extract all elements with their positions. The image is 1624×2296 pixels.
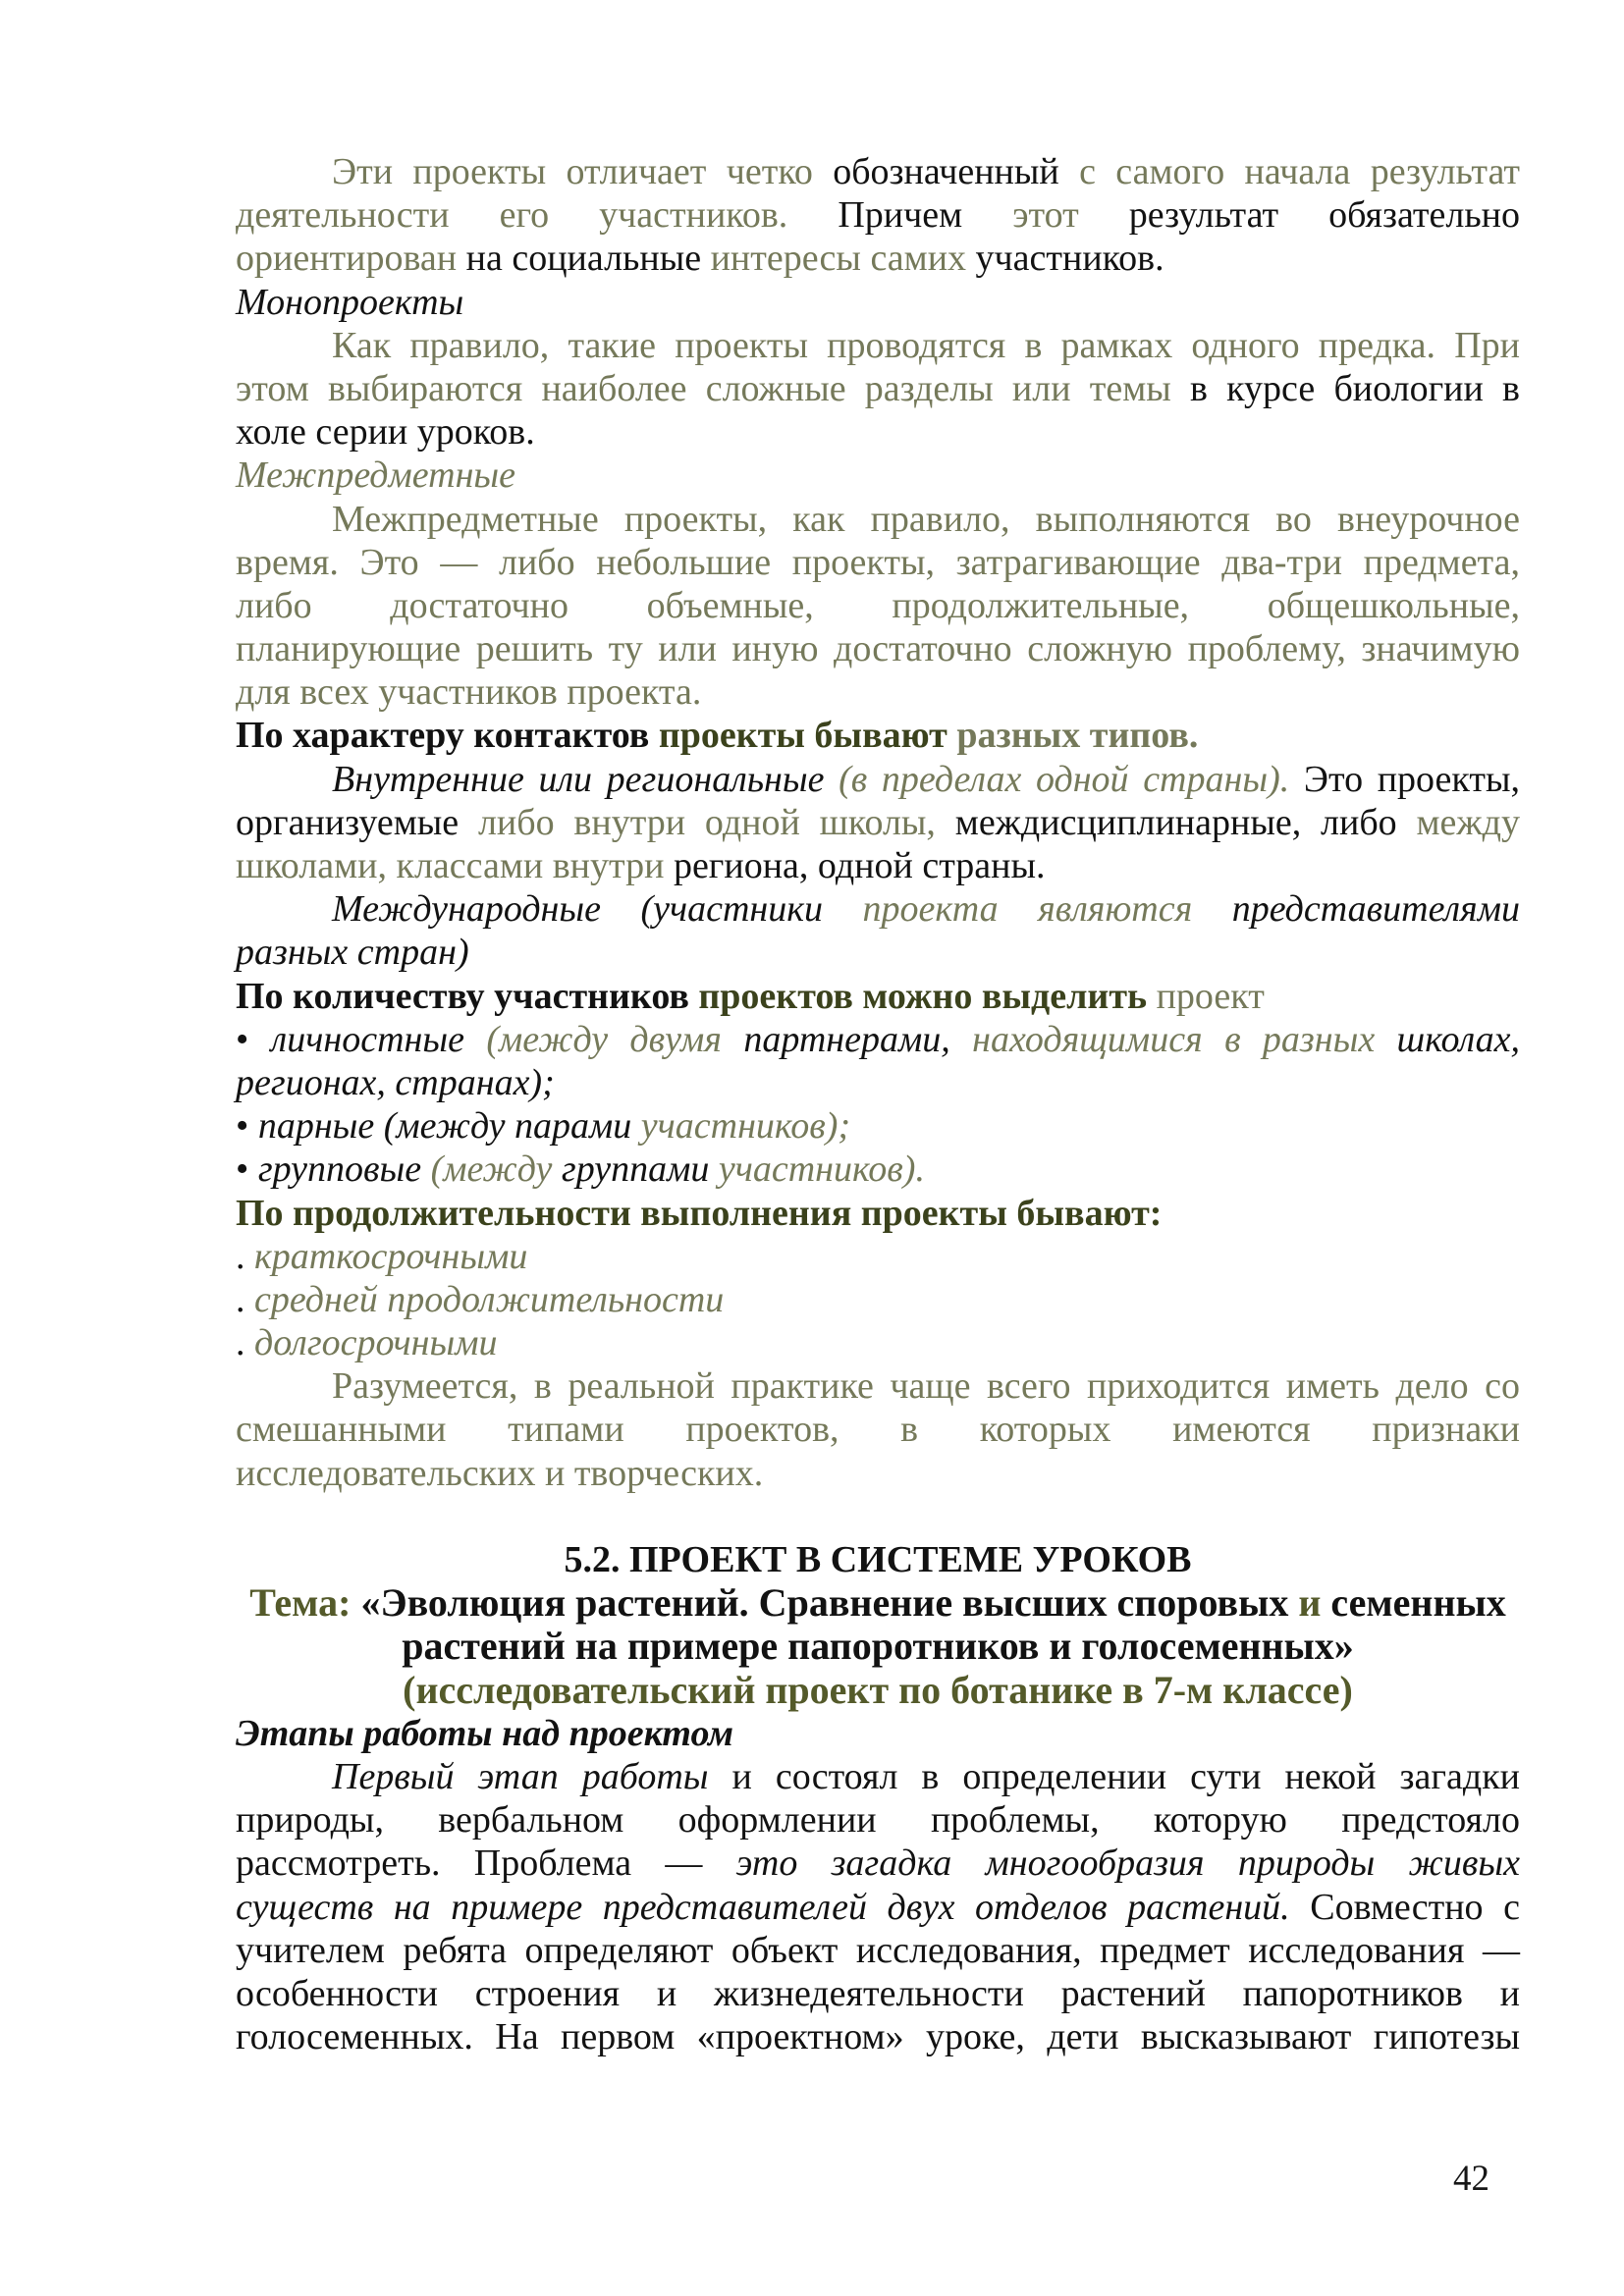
text-line [236,1625,1520,1668]
text-run: (между [430,1148,562,1191]
text-line [236,931,1520,974]
text-line [236,1755,1520,1798]
text-run: обозначенный [833,151,1080,192]
text-line [236,1148,1520,1191]
text-run: • [236,1148,258,1191]
text-run: «Эволюция растений. Сравнение высших споровых [360,1580,1299,1626]
text-line [236,237,1520,280]
text-run: проекты бывают [658,715,957,757]
text-run: По количеству участников [236,975,699,1017]
text-run: Разумеется, в реальной практике чаще всего приходится иметь дело со [332,1365,1520,1408]
text-run: между [1416,801,1520,843]
text-run: ориентирован [236,238,466,280]
text-run: группами [561,1148,719,1191]
text-run: участников. [975,238,1164,280]
text-run: этот [1012,194,1129,237]
text-run: (между двумя [486,1018,744,1060]
text-run: Международные (участники [332,888,863,931]
text-run: регионах, странах); [236,1061,555,1103]
text-run: исследовательских и творческих. [236,1452,764,1494]
text-run: проекта являются [862,888,1232,931]
text-line [236,281,1520,324]
text-run: на социальные [465,238,711,280]
text-run: краткосрочными [254,1235,528,1277]
text-run: По характеру контактов [236,715,659,757]
text-run: организуемые [236,801,478,843]
text-line [236,324,1520,367]
text-run: особенности строения и жизнедеятельности растений папоротников и [236,1972,1520,2014]
text-line [236,498,1520,541]
text-run: проект [1156,975,1265,1017]
text-line [236,193,1520,237]
text-run: . [236,1278,254,1320]
text-run: и состоял в определении сути некой загадки [731,1755,1520,1797]
text-run: для всех участников проекта. [236,671,702,714]
text-line [236,1235,1520,1278]
text-run: представителями [1231,888,1520,931]
text-run: (исследовательский проект по ботанике в 7-м классе) [403,1667,1353,1712]
text-line [236,1712,1520,1755]
text-run: находящимися в разных [972,1018,1397,1060]
text-run: 5.2. ПРОЕКТ В СИСТЕМЕ УРОКОВ [564,1539,1192,1580]
text-line [236,1842,1520,1885]
text-run: средней продолжительности [254,1278,725,1320]
text-run: партнерами, [743,1018,973,1060]
text-line [236,1018,1520,1061]
text-run: Первый этап работы [332,1755,732,1797]
text-line [236,887,1520,931]
text-run: голосеменных. На первом «проектном» уроке, дети высказывают гипотезы [236,2016,1520,2058]
text-line [236,367,1520,410]
text-run: разных стран) [236,932,469,974]
text-run: Как правило, такие проекты проводятся в рамках одного предка. При [332,324,1520,366]
text-run: школах, [1396,1018,1520,1060]
text-line [236,454,1520,497]
text-run: это загадка многообразия природы живых [735,1842,1520,1885]
text-line [236,627,1520,670]
text-line [236,844,1520,887]
text-run: существ на примере представителей двух отделов растений. [236,1886,1311,1928]
text-run: • [236,1105,258,1148]
text-run: Тема: [249,1580,361,1626]
page-number: 42 [1453,2159,1489,2199]
text-line [236,714,1520,757]
text-run: Это проекты, [1303,758,1520,800]
text-line [236,1278,1520,1321]
text-run: проектов можно выделить [698,975,1157,1017]
text-run: природы, вербальном оформлении проблемы, которую предстояло [236,1799,1520,1842]
text-run: с самого начала результат [1079,151,1520,192]
text-run: Эти проекты отличает четко [332,151,834,192]
text-run: • [236,1018,271,1060]
text-block [236,150,1520,2058]
text-run: в курсе биологии в [1189,367,1520,409]
text-run: . [236,1322,254,1364]
text-run: междисциплинарные, либо [954,801,1417,843]
text-run: рассмотреть. Проблема — [236,1842,736,1885]
text-line [236,1581,1520,1625]
text-line [236,410,1520,454]
text-run: смешанными типами проектов, в которых имеются признаки [236,1409,1520,1451]
text-line [236,1929,1520,1972]
text-run: личностные [270,1018,487,1060]
text-run: долгосрочными [254,1322,498,1364]
text-line [236,1886,1520,1929]
text-run: Внутренние или региональные [332,758,839,800]
text-run: (в пределах одной страны). [839,758,1304,800]
text-line [236,670,1520,714]
text-line [236,1104,1520,1148]
text-line [236,1408,1520,1451]
text-run: Межпредметные [236,454,516,497]
text-line [236,1972,1520,2015]
text-run: результат обязательно [1128,194,1520,237]
text-run: время. Это — либо небольшие проекты, затрагивающие два-три предмета, [236,541,1520,583]
text-run: участников); [640,1105,851,1148]
text-run: либо достаточно объемные, продолжительные, общешкольные, [236,584,1520,626]
text-run: Этапы работы над проектом [236,1712,734,1754]
text-line [236,1669,1520,1712]
text-run: групповые [257,1148,431,1191]
text-run: учителем ребята определяют объект исследования, предмет исследования — [236,1929,1520,1971]
text-run: Причем [838,194,1013,237]
text-run: этом выбираются наиболее сложные разделы или темы [236,367,1190,409]
text-line [236,1192,1520,1235]
text-run: Совместно с [1310,1886,1520,1928]
text-run: . [236,1235,254,1277]
text-line [236,584,1520,627]
text-line [236,1452,1520,1495]
text-run: семенных [1330,1580,1506,1626]
text-line [236,2015,1520,2058]
text-run: холе серии уроков. [236,411,535,454]
text-run: парные (между парами [257,1105,641,1148]
text-run: планирующие решить ту или иную достаточно сложную проблему, значимую [236,628,1520,670]
text-line [236,758,1520,801]
text-run: растений на примере папоротников и голосеменных» [402,1624,1354,1669]
text-run: участников). [718,1148,925,1191]
text-run: школами, классами внутри [236,845,674,886]
text-run: разных типов. [956,715,1199,757]
text-line [236,801,1520,844]
text-run: деятельности его участников. [236,194,839,237]
text-line [236,975,1520,1018]
text-run: и [1298,1580,1331,1626]
text-line [236,1061,1520,1104]
text-line [236,541,1520,584]
text-run: Межпредметные проекты, как правило, выполняются во внеурочное [332,498,1520,540]
text-run: Монопроекты [236,281,464,323]
text-line [236,1364,1520,1408]
text-run: По продолжительности выполнения проекты бывают: [236,1192,1163,1234]
blank-line [236,1495,1520,1538]
text-run: интересы самих [710,238,976,280]
text-run: либо внутри одной школы, [477,801,955,843]
text-line [236,1321,1520,1364]
text-line [236,1798,1520,1842]
text-line [236,150,1520,193]
text-run: региона, одной страны. [673,845,1046,886]
text-line [236,1538,1520,1581]
